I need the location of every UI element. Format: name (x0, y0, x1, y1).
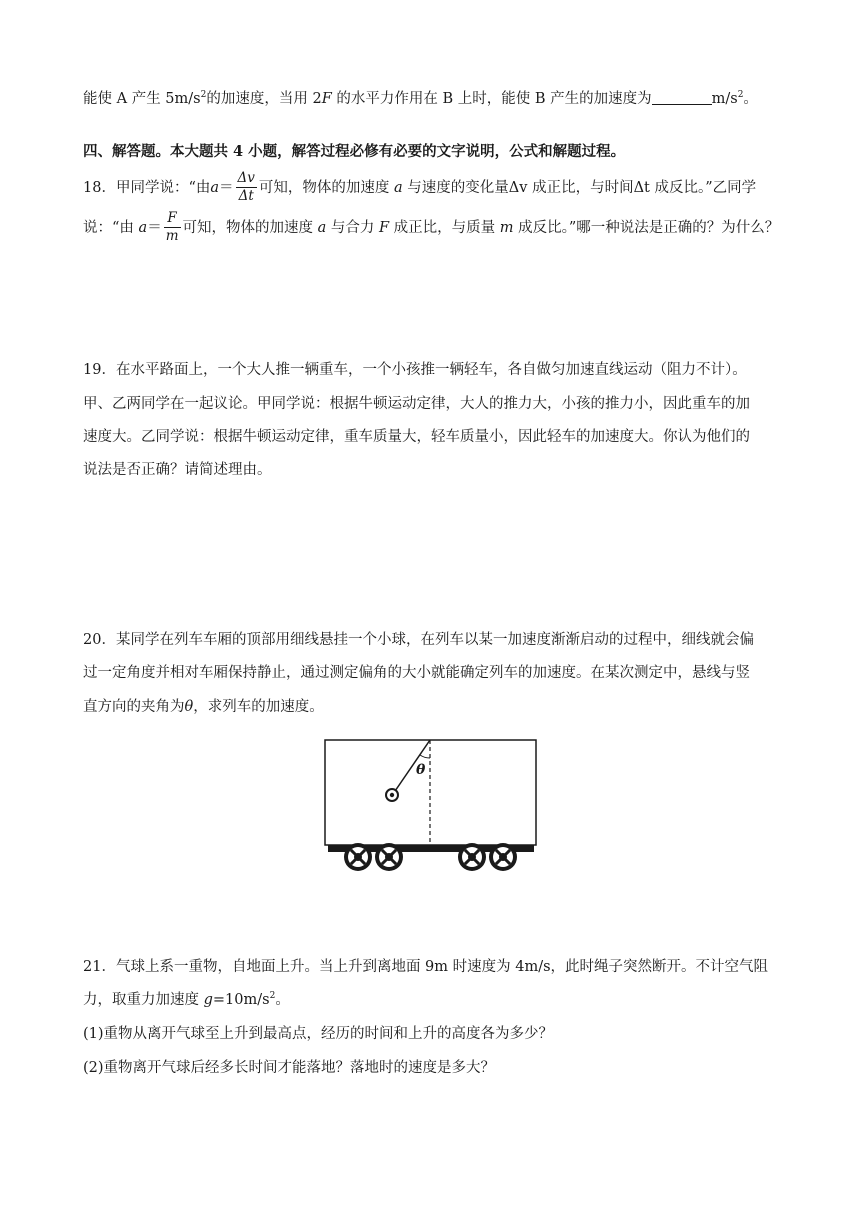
q17-unit: m/s (711, 91, 738, 107)
fraction-F-m (164, 210, 181, 245)
var-a: a (138, 220, 148, 236)
q18-line-2 (83, 206, 779, 250)
q18-text: 与速度的变化量Δv 成正比，与时间Δt 成反比。”乙同学 (407, 180, 757, 196)
var-a: a (210, 180, 220, 196)
q19-line-3: 速度大。乙同学说：根据牛顿运动定律，重车质量大，轻车质量小，因此轻车的加速度大。你认为他们的 (83, 429, 750, 445)
q18-text: 成正比，与质量 (393, 220, 496, 236)
var-F: F (321, 91, 332, 107)
equals: ＝ (219, 180, 234, 196)
q17-text: 的水平力作用在 B 上时，能使 B 产生的加速度为 (331, 91, 652, 107)
q17-text: 的加速度，当用 2 (206, 91, 322, 107)
wheel (344, 843, 372, 871)
q21-line-2 (83, 990, 290, 1010)
var-a: a (394, 180, 403, 196)
fraction-denominator: m (165, 227, 179, 244)
q18-text: 可知，物体的加速度 (258, 180, 390, 196)
q19-line-2: 甲、乙两同学在一起议论。甲同学说：根据牛顿运动定律，大人的推力大，小孩的推力小，因此重车的加 (83, 396, 750, 412)
q17-text: 能使 A 产生 5m/s (83, 91, 201, 107)
q18-text: 成反比。”哪一种说法是正确的？为什么？ (518, 220, 780, 236)
var-m: m (499, 220, 514, 236)
answer-blank[interactable] (652, 90, 712, 105)
q20-text: ，求列车的加速度。 (193, 699, 324, 715)
q21-text: 力，取重力加速度 (83, 992, 199, 1008)
superscript: 2 (200, 90, 207, 100)
q21-sub-1: (1)重物从离开气球至上升到最高点，经历的时间和上升的高度各为多少？ (83, 1026, 554, 1042)
q18-text: 说：“由 (83, 220, 134, 236)
train-car-diagram (322, 737, 542, 877)
q19-line-4: 说法是否正确？请简述理由。 (83, 462, 272, 478)
q18-line-1 (83, 166, 756, 210)
q17-text: 。 (743, 91, 758, 107)
q20-line-1: 20．某同学在列车车厢的顶部用细线悬挂一个小球，在列车以某一加速度渐渐启动的过程中，细线就会偏 (83, 632, 754, 648)
theta-label: θ (416, 762, 426, 778)
pendulum-ball-center (390, 793, 394, 797)
wheel (458, 843, 486, 871)
var-a: a (317, 220, 327, 236)
q20-text: 直方向的夹角为 (83, 699, 185, 715)
superscript: 2 (737, 90, 744, 100)
q17-tail-line (83, 89, 758, 109)
train-car-figure (322, 737, 542, 881)
var-theta: θ (184, 699, 194, 715)
superscript: 2 (269, 991, 276, 1001)
equals: ＝ (147, 220, 162, 236)
q20-line-2: 过一定角度并相对车厢保持静止，通过测定偏角的大小就能确定列车的加速度。在某次测定中，悬线与竖 (83, 665, 750, 681)
q20-line-3 (83, 697, 324, 717)
fraction-numerator: Δv (237, 169, 255, 186)
q21-text: =10m/s (212, 992, 270, 1008)
q21-text: 。 (275, 992, 290, 1008)
q18-text: 18．甲同学说：“由 (83, 180, 211, 196)
wheel (375, 843, 403, 871)
q18-text: 可知，物体的加速度 (182, 220, 313, 236)
var-F: F (378, 220, 390, 236)
q18-text: 与合力 (330, 220, 375, 236)
var-g: g (203, 992, 213, 1008)
q19-line-1: 19．在水平路面上，一个大人推一辆重车，一个小孩推一辆轻车，各自做匀加速直线运动（阻力不计）。 (83, 362, 747, 378)
section-heading: 四、解答题。本大题共 4 小题，解答过程必修有必要的文字说明，公式和解题过程。 (83, 143, 626, 160)
fraction-dv-dt (236, 170, 257, 205)
q21-sub-2: (2)重物离开气球后经多长时间才能落地？落地时的速度是多大？ (83, 1060, 496, 1076)
fraction-numerator: F (164, 210, 181, 228)
q21-line-1: 21．气球上系一重物，自地面上升。当上升到离地面 9m 时速度为 4m/s，此时绳子突然断开。不计空气阻 (83, 959, 769, 975)
wheel (489, 843, 517, 871)
fraction-denominator: Δt (238, 187, 254, 204)
